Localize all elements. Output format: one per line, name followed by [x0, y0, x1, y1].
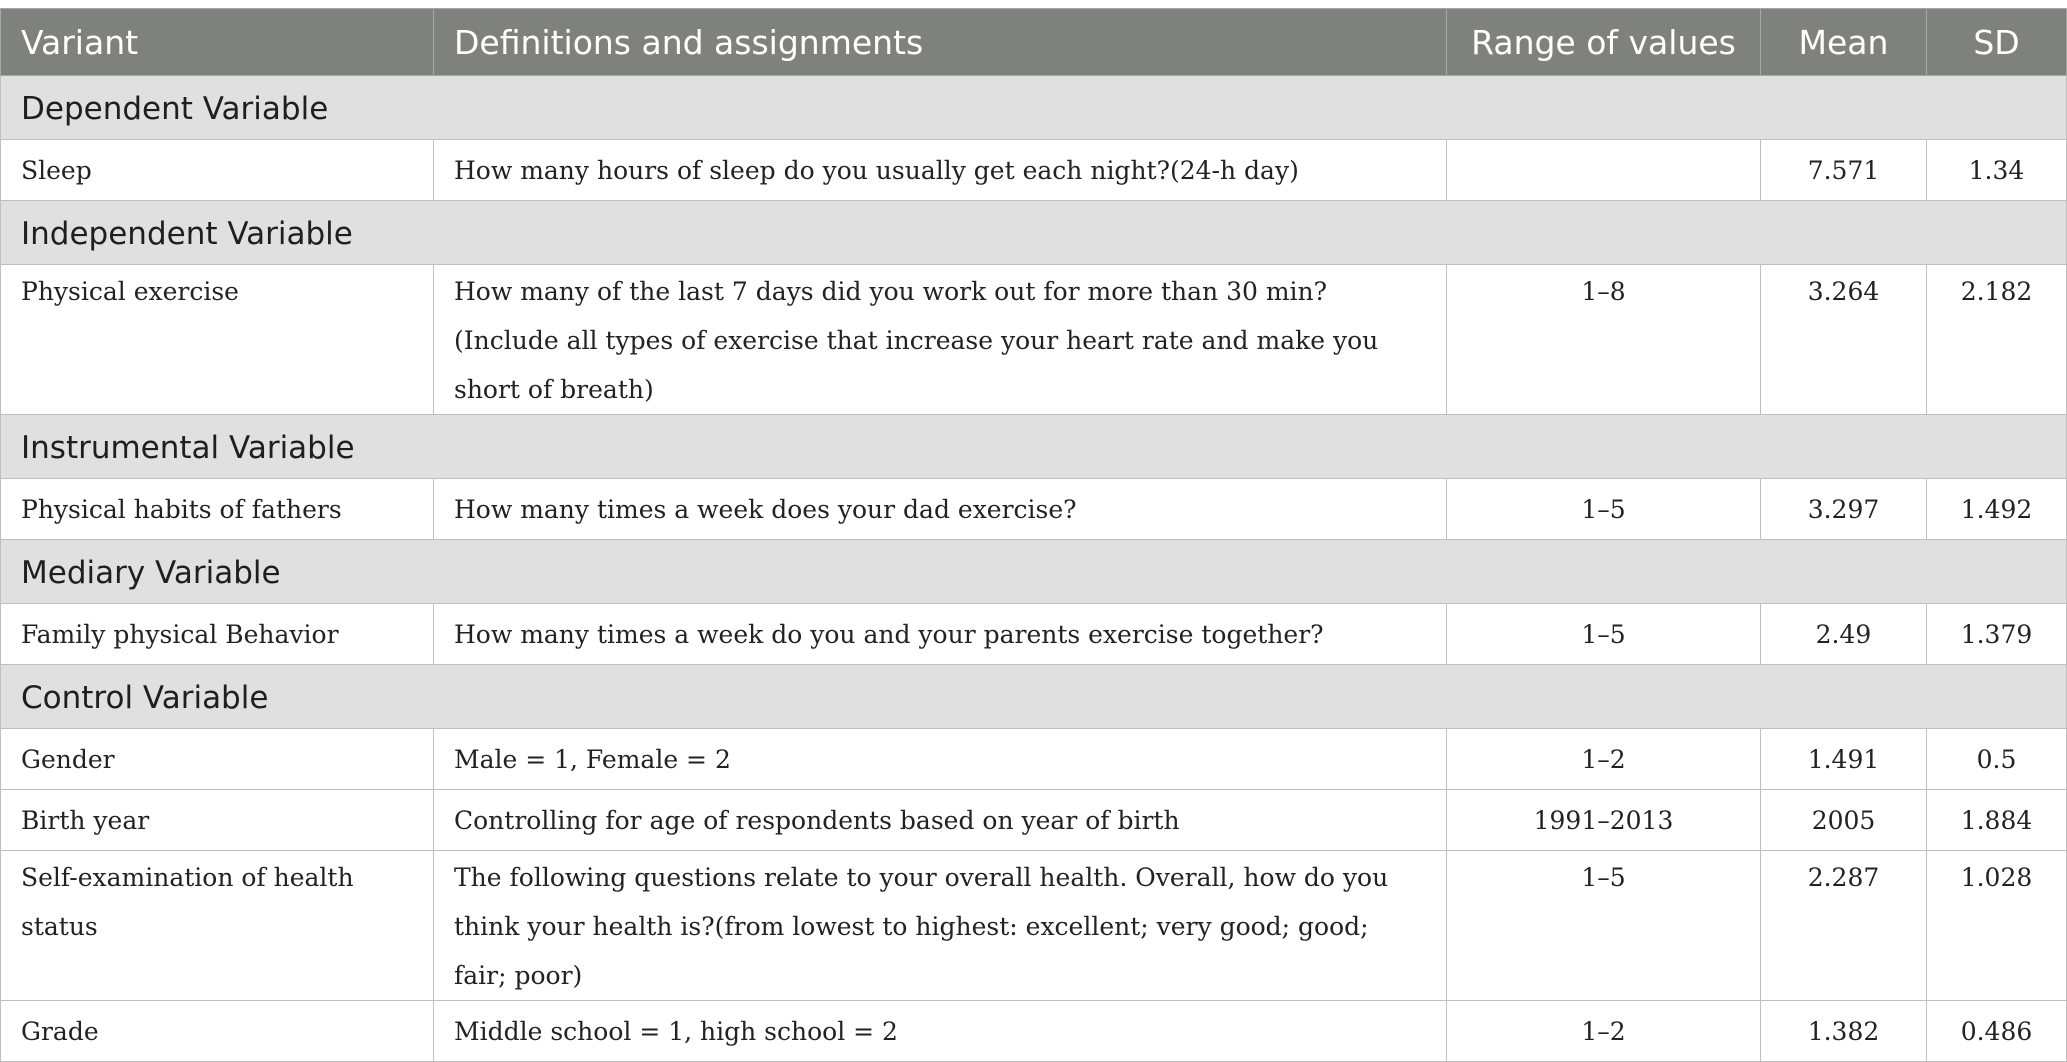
definition-cell: How many hours of sleep do you usually get each night?(24-h day)	[434, 140, 1447, 201]
definition-cell: How many times a week does your dad exercise?	[434, 479, 1447, 540]
definition-cell: How many of the last 7 days did you work out for more than 30 min?(Include all types of exercise that increase your heart rate and make you short of breath)	[434, 265, 1447, 415]
variant-cell: Self-examination of health status	[1, 851, 434, 1001]
mean-cell: 7.571	[1761, 140, 1927, 201]
table-row	[1, 790, 2067, 851]
column-header-range: Range of values	[1447, 9, 1761, 76]
range-cell	[1447, 140, 1761, 201]
range-cell: 1–8	[1447, 265, 1761, 415]
section-row-control	[1, 665, 2067, 729]
table-row	[1, 1001, 2067, 1062]
mean-cell: 3.297	[1761, 479, 1927, 540]
mean-cell: 3.264	[1761, 265, 1927, 415]
sd-cell: 1.379	[1927, 604, 2067, 665]
table-row	[1, 604, 2067, 665]
definition-cell: Middle school = 1, high school = 2	[434, 1001, 1447, 1062]
section-title: Control Variable	[1, 665, 2067, 729]
column-header-sd: SD	[1927, 9, 2067, 76]
variant-cell: Sleep	[1, 140, 434, 201]
section-title: Instrumental Variable	[1, 415, 2067, 479]
variant-cell: Physical exercise	[1, 265, 434, 415]
column-header-definitions: Definitions and assignments	[434, 9, 1447, 76]
definition-cell: The following questions relate to your overall health. Overall, how do you think your health is?(from lowest to highest: excellent; very good; good; fair; poor)	[434, 851, 1447, 1001]
header-row	[1, 9, 2067, 76]
range-cell: 1–2	[1447, 1001, 1761, 1062]
table-row	[1, 265, 2067, 415]
table-row	[1, 140, 2067, 201]
sd-cell: 1.028	[1927, 851, 2067, 1001]
mean-cell: 2005	[1761, 790, 1927, 851]
section-row-dependent	[1, 76, 2067, 140]
sd-cell: 0.5	[1927, 729, 2067, 790]
mean-cell: 1.382	[1761, 1001, 1927, 1062]
range-cell: 1991–2013	[1447, 790, 1761, 851]
variant-cell: Gender	[1, 729, 434, 790]
column-header-variant: Variant	[1, 9, 434, 76]
section-title: Independent Variable	[1, 201, 2067, 265]
table-row	[1, 479, 2067, 540]
section-title: Dependent Variable	[1, 76, 2067, 140]
definition-cell: How many times a week do you and your parents exercise together?	[434, 604, 1447, 665]
sd-cell: 2.182	[1927, 265, 2067, 415]
section-row-mediary	[1, 540, 2067, 604]
table-row	[1, 729, 2067, 790]
section-title: Mediary Variable	[1, 540, 2067, 604]
range-cell: 1–5	[1447, 604, 1761, 665]
range-cell: 1–2	[1447, 729, 1761, 790]
range-cell: 1–5	[1447, 479, 1761, 540]
range-cell: 1–5	[1447, 851, 1761, 1001]
mean-cell: 2.287	[1761, 851, 1927, 1001]
mean-cell: 2.49	[1761, 604, 1927, 665]
variant-cell: Physical habits of fathers	[1, 479, 434, 540]
definition-cell: Male = 1, Female = 2	[434, 729, 1447, 790]
section-row-independent	[1, 201, 2067, 265]
column-header-mean: Mean	[1761, 9, 1927, 76]
section-row-instrumental	[1, 415, 2067, 479]
sd-cell: 1.492	[1927, 479, 2067, 540]
table-row	[1, 851, 2067, 1001]
sd-cell: 0.486	[1927, 1001, 2067, 1062]
sd-cell: 1.34	[1927, 140, 2067, 201]
variables-table	[0, 8, 2067, 1062]
sd-cell: 1.884	[1927, 790, 2067, 851]
mean-cell: 1.491	[1761, 729, 1927, 790]
variant-cell: Family physical Behavior	[1, 604, 434, 665]
variant-cell: Birth year	[1, 790, 434, 851]
variant-cell: Grade	[1, 1001, 434, 1062]
definition-cell: Controlling for age of respondents based on year of birth	[434, 790, 1447, 851]
